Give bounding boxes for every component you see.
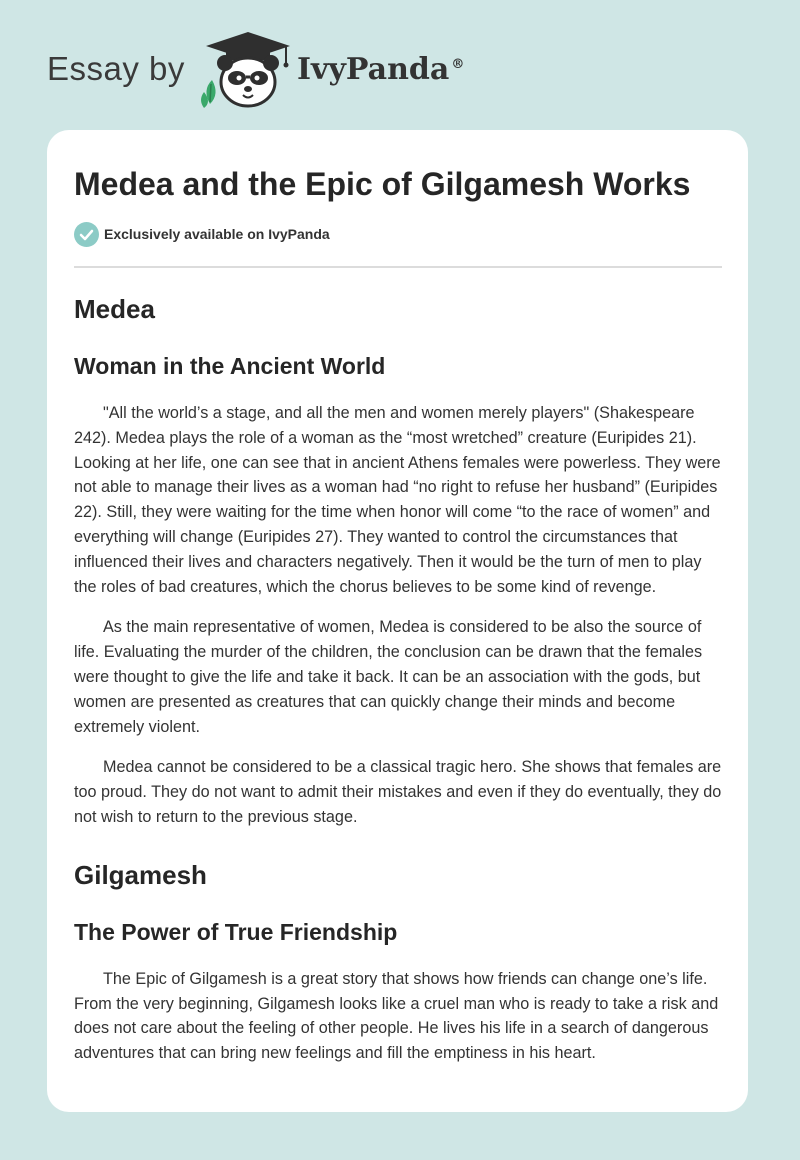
brand-name-text: IvyPanda xyxy=(297,52,450,87)
paragraph: The Epic of Gilgamesh is a great story that shows how friends can change one’s life. From the very beginning, Gilgamesh looks like a cruel man who is ready to take a risk and does not care about the feeling of other people. He lives his life in a search of dangerous adventures that can bring new feelings and fill the emptiness in his heart. xyxy=(74,969,719,1063)
essay-by-label: Essay by xyxy=(47,50,185,87)
subsection-heading-true-friendship: The Power of True Friendship xyxy=(74,918,398,945)
section-heading-medea: Medea xyxy=(74,294,155,324)
essay-card xyxy=(47,130,748,1112)
check-icon xyxy=(74,222,99,247)
paragraph: Medea cannot be considered to be a classical tragic hero. She shows that females are too proud. They do not want to admit their mistakes and even if they do eventually, they do not wish to return to the previous stage. xyxy=(74,758,722,826)
section-heading-gilgamesh: Gilgamesh xyxy=(74,859,207,890)
site-header xyxy=(47,30,507,110)
brand-name[interactable] xyxy=(297,52,464,87)
paragraph: As the main representative of women, Medea is considered to be also the source of life. Evaluating the murder of the children, the conclusion can be drawn that the females were thought to give the life and take it back. It can be an association with the gods, but women are presented as creatures that can quickly change their minds and become extremely violent. xyxy=(74,618,703,736)
title-divider xyxy=(74,266,722,268)
page-title: Medea and the Epic of Gilgamesh Works xyxy=(74,166,691,202)
exclusive-badge xyxy=(74,220,722,248)
ivypanda-logo-icon[interactable] xyxy=(200,30,296,110)
registered-mark: ® xyxy=(451,57,465,72)
subsection-heading-woman-ancient-world: Woman in the Ancient World xyxy=(74,353,386,379)
exclusive-badge-label: Exclusively available on IvyPanda xyxy=(104,226,330,242)
paragraph: "All the world’s a stage, and all the men and women merely players" (Shakespeare 242). Medea plays the role of a woman as the “most wretched” creature (Euripides 21). Looking at her life, one can see that in ancient Athens females were powerless. They were not able to manage their lives as a woman had “no right to refuse her husband” (Euripides 22). Still, they were waiting for the time when honor will come “to the race of women” and everything will change (Euripides 27). They wanted to control the circumstances that influenced their lives and characters negatively. Then it would be the turn of men to play the roles of bad creatures, which the chorus believes to be some kind of revenge. xyxy=(74,404,721,596)
